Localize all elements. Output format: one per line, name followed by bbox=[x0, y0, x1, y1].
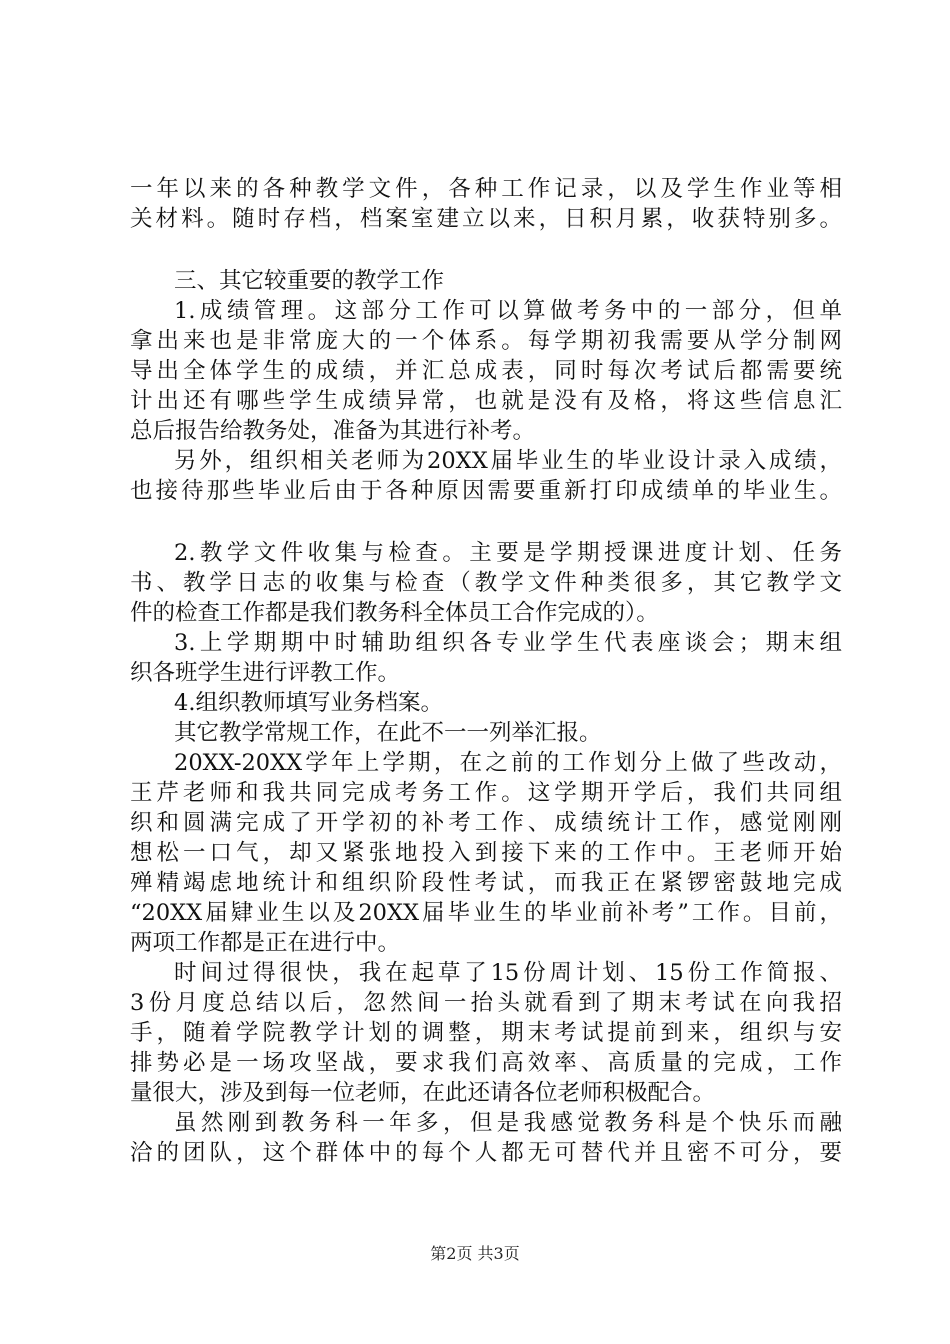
text-line: 书、教学日志的收集与检查（教学文件种类很多，其它教学文 bbox=[130, 570, 842, 596]
text-line: 洽的团队，这个群体中的每个人都无可替代并且密不可分，要 bbox=[130, 1140, 842, 1166]
text-line: 2.教学文件收集与检查。主要是学期授课进度计划、任务 bbox=[174, 540, 842, 566]
text-line: 1.成绩管理。这部分工作可以算做考务中的一部分，但单 bbox=[174, 298, 842, 324]
text-line: 一年以来的各种教学文件，各种工作记录，以及学生作业等相 bbox=[130, 176, 842, 202]
text-line: 也接待那些毕业后由于各种原因需要重新打印成绩单的毕业生。 bbox=[130, 478, 842, 504]
text-line: 3.上学期期中时辅助组织各专业学生代表座谈会；期末组 bbox=[174, 630, 842, 656]
text-line: 关材料。随时存档，档案室建立以来，日积月累，收获特别多。 bbox=[130, 206, 842, 232]
section-heading: 三、其它较重要的教学工作 bbox=[174, 268, 445, 294]
paragraph-gap bbox=[130, 234, 842, 266]
text-line: 想松一口气，却又紧张地投入到接下来的工作中。王老师开始 bbox=[130, 840, 842, 866]
text-line: 手，随着学院教学计划的调整，期末考试提前到来，组织与安 bbox=[130, 1020, 842, 1046]
text-line: 总后报告给教务处，准备为其进行补考。 bbox=[130, 418, 536, 444]
text-line: 织和圆满完成了开学初的补考工作、成绩统计工作，感觉刚刚 bbox=[130, 810, 842, 836]
page-footer bbox=[0, 1244, 950, 1264]
text-line: 导出全体学生的成绩，并汇总成表，同时每次考试后都需要统 bbox=[130, 358, 842, 384]
paragraph-gap bbox=[130, 506, 842, 538]
text-line: 量很大，涉及到每一位老师，在此还请各位老师积极配合。 bbox=[130, 1080, 716, 1106]
text-line: 两项工作都是正在进行中。 bbox=[130, 930, 401, 956]
text-line: 拿出来也是非常庞大的一个体系。每学期初我需要从学分制网 bbox=[130, 328, 842, 354]
text-line: 殚精竭虑地统计和组织阶段性考试，而我正在紧锣密鼓地完成 bbox=[130, 870, 842, 896]
text-line: 织各班学生进行评教工作。 bbox=[130, 660, 401, 686]
text-line: 王芹老师和我共同完成考务工作。这学期开学后，我们共同组 bbox=[130, 780, 842, 806]
text-line: 其它教学常规工作，在此不一一列举汇报。 bbox=[174, 720, 602, 746]
text-line: 时间过得很快，我在起草了15份周计划、15份工作简报、 bbox=[174, 960, 842, 986]
text-line: 4.组织教师填写业务档案。 bbox=[174, 690, 443, 716]
text-line: 3份月度总结以后，忽然间一抬头就看到了期末考试在向我招 bbox=[130, 990, 842, 1016]
page-number-label: 第2页 共3页 bbox=[430, 1244, 520, 1263]
text-line: “20XX届肄业生以及20XX届毕业生的毕业前补考”工作。目前， bbox=[130, 900, 842, 926]
text-line: 件的检查工作都是我们教务科全体员工合作完成的）。 bbox=[130, 600, 659, 626]
text-line: 另外，组织相关老师为20XX届毕业生的毕业设计录入成绩， bbox=[174, 448, 842, 474]
text-line: 排势必是一场攻坚战，要求我们高效率、高质量的完成，工作 bbox=[130, 1050, 842, 1076]
document-body bbox=[130, 174, 842, 1168]
text-line: 计出还有哪些学生成绩异常，也就是没有及格，将这些信息汇 bbox=[130, 388, 842, 414]
text-line: 20XX-20XX学年上学期，在之前的工作划分上做了些改动， bbox=[174, 750, 842, 776]
text-line: 虽然刚到教务科一年多，但是我感觉教务科是个快乐而融 bbox=[174, 1110, 842, 1136]
